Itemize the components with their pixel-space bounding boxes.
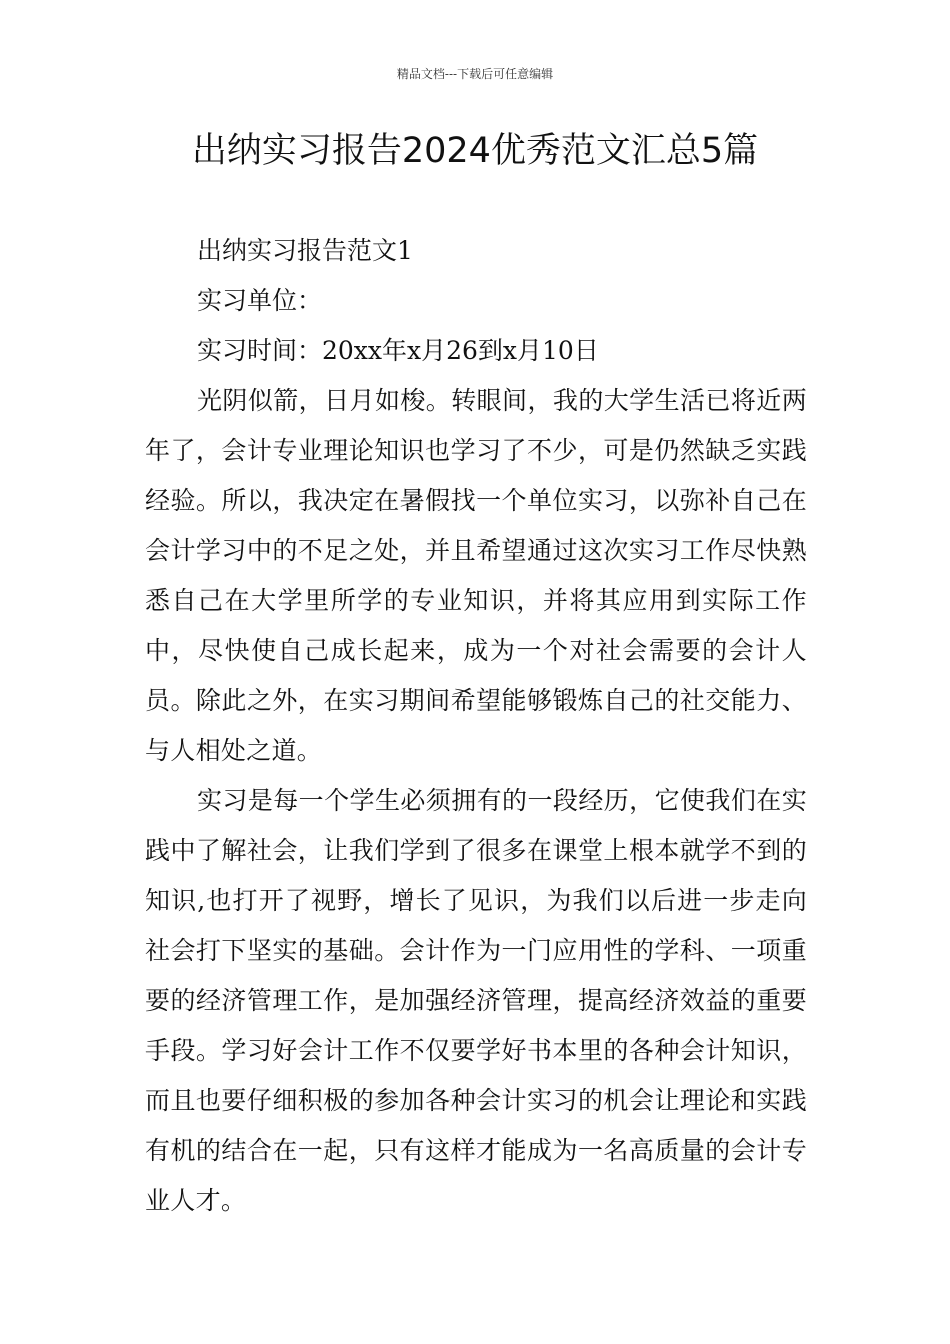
paragraph-intro: 光阴似箭，日月如梭。转眼间，我的大学生活已将近两年了，会计专业理论知识也学习了不少，可是仍然缺乏实践经验。所以，我决定在暑假找一个单位实习，以弥补自己在会计学习中的不足之处，并且希望通过这次实习工作尽快熟悉自己在大学里所学的专业知识，并将其应用到实际工作中，尽快使自己成长起来，成为一个对社会需要的会计人员。除此之外，在实习期间希望能够锻炼自己的社交能力、与人相处之道。 bbox=[145, 386, 807, 765]
document-title: 出纳实习报告2024优秀范文汇总5篇 bbox=[191, 131, 759, 171]
internship-time-line: 实习时间：20xx年x月26到x月10日 bbox=[197, 336, 599, 365]
section-heading: 出纳实习报告范文1 bbox=[197, 236, 413, 265]
header-note: 精品文档---下载后可任意编辑 bbox=[396, 67, 554, 81]
internship-unit-line: 实习单位： bbox=[197, 286, 323, 315]
document-body bbox=[145, 226, 807, 1226]
paragraph-internship-meaning: 实习是每一个学生必须拥有的一段经历，它使我们在实践中了解社会，让我们学到了很多在课堂上根本就学不到的知识,也打开了视野，增长了见识，为我们以后进一步走向社会打下坚实的基础。会计作为一门应用性的学科、一项重要的经济管理工作，是加强经济管理，提高经济效益的重要手段。学习好会计工作不仅要学好书本里的各种会计知识，而且也要仔细积极的参加各种会计实习的机会让理论和实践有机的结合在一起，只有这样才能成为一名高质量的会计专业人才。 bbox=[145, 786, 807, 1215]
